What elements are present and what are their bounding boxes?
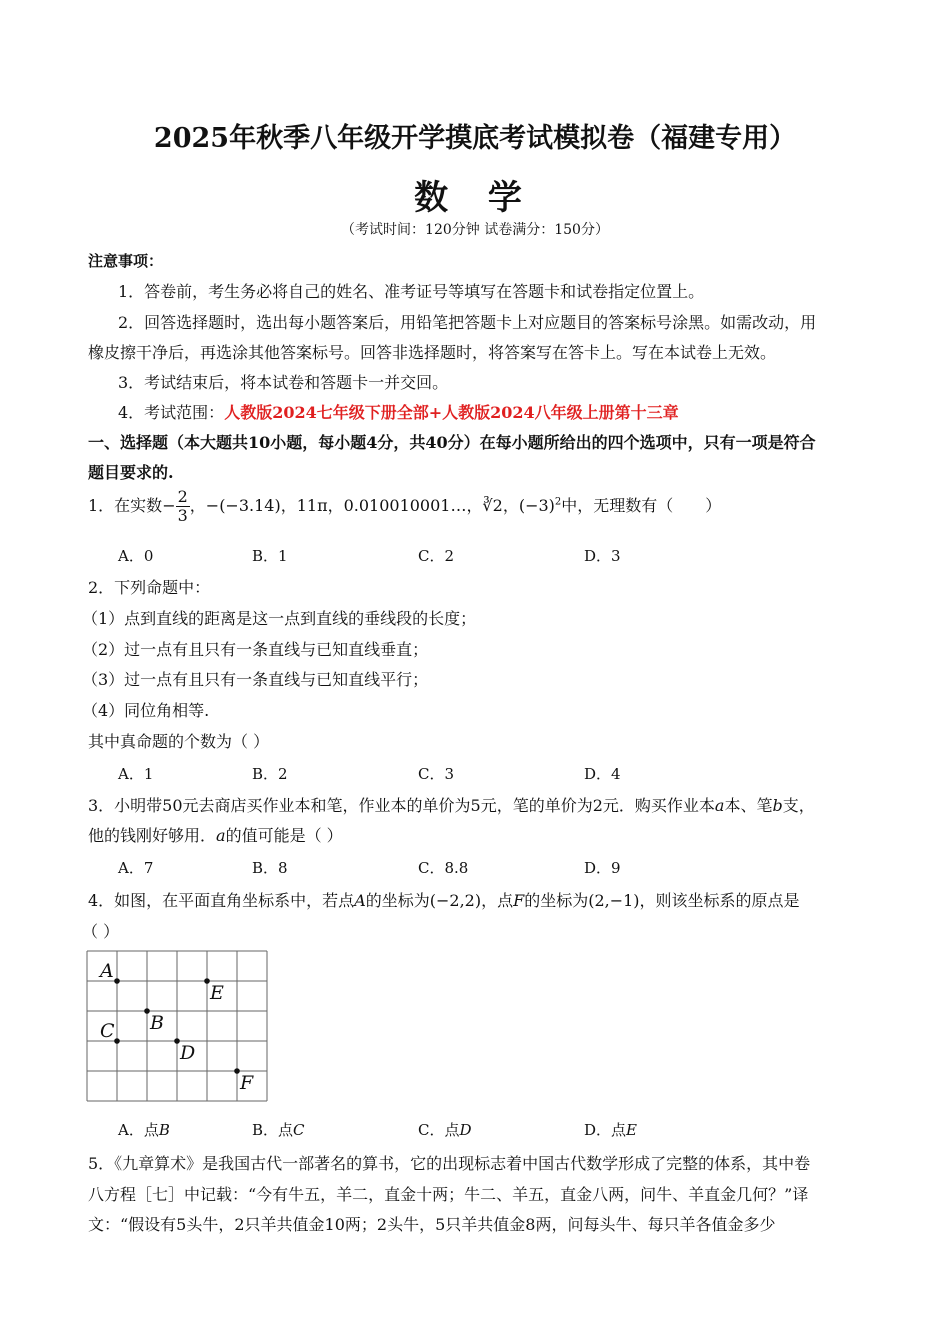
q3-line1-a: 3．小明带50元去商店买作业本和笔，作业本的单价为5元，笔的单价为2元．购买作业本 [88,796,715,815]
q3-var-a: a [714,796,725,815]
q4-opt-c-prefix: C．点 [418,1121,460,1139]
point-f [234,1068,240,1074]
q1-tail: 中，无理数有（ ） [561,496,722,515]
note-4 [118,400,679,423]
q3-option-b[interactable]: B．8 [252,859,288,877]
note-2-line2: 橡皮擦干净后，再选涂其他答案标号。回答非选择题时，将答案写在答卡上。写在本试卷上无效。 [88,343,777,362]
point-label-c: C [100,1020,115,1042]
q1-option-c[interactable]: C．2 [418,547,455,565]
q4-line1-c: 的坐标为(2,−1)，则该坐标系的原点是 [524,891,800,910]
question-3-line2 [88,823,343,846]
question-5-line2: 八方程［七］中记载：“今有牛五，羊二，直金十两；牛二、羊五，直金八两，问牛、羊直金几何？”译 [88,1185,809,1204]
q1-option-d[interactable]: D．3 [584,547,621,565]
q1-sup: 2 [554,496,562,508]
q4-opt-d-prefix: D．点 [584,1121,627,1139]
point-e [204,978,210,984]
question-1-stem [88,488,721,525]
q4-option-c[interactable] [418,1119,472,1140]
point-a [114,978,120,984]
exam-title: 2025年秋季八年级开学摸底考试模拟卷（福建专用） [153,123,797,154]
point-label-f: F [240,1072,254,1094]
note-4-prefix: 4．考试范围： [118,403,225,422]
note-3: 3．考试结束后，将本试卷和答题卡一并交回。 [118,373,449,392]
q1-frac-num: 2 [177,487,188,506]
note-2-line1: 2．回答选择题时，选出每小题答案后，用铅笔把答题卡上对应题目的答案标号涂黑。如需改动，用 [118,313,817,332]
question-3-line1 [88,793,815,816]
q4-option-b[interactable] [252,1119,305,1140]
question-5-line3: 文：“假设有5头牛，2只羊共值金10两；2头牛，5只羊共值金8两，问每头牛、每只羊各值金多少 [88,1215,776,1234]
q4-line1-b: 的坐标为(−2,2)，点 [365,891,514,910]
question-5-line1: 5．《九章算术》是我国古代一部著名的算书，它的出现标志着中国古代数学形成了完整的体系，其中卷 [88,1154,811,1173]
q2-statement-3: （3）过一点有且只有一条直线与已知直线平行； [82,670,429,689]
point-label-e: E [210,982,224,1004]
q3-line2-a: 他的钱刚好够用． [88,826,217,845]
q3-line1-b: 本、笔 [724,796,773,815]
q3-option-c[interactable]: C．8.8 [418,859,469,877]
point-c [114,1038,120,1044]
q3-line2-var: a [216,826,226,845]
q1-fraction [176,488,190,525]
point-label-d: D [180,1042,196,1064]
q2-statement-2: （2）过一点有且只有一条直线与已知直线垂直； [82,640,429,659]
q4-opt-a-prefix: A．点 [118,1121,159,1139]
q2-ask: 其中真命题的个数为（ ） [88,732,270,751]
q4-var-f: F [513,891,525,910]
note-1: 1．答卷前，考生务必将自己的姓名、准考证号等填写在答题卡和试卷指定位置上。 [118,282,705,301]
section-1-heading-line1: 一、选择题（本大题共10小题，每小题4分，共40分）在每小题所给出的四个选项中，只有一项是符合 [88,433,816,452]
q3-option-a[interactable]: A．7 [118,859,154,877]
point-d [174,1038,180,1044]
point-label-a: A [100,960,114,982]
question-4-line1 [88,888,800,911]
q4-line1-a: 4．如图，在平面直角坐标系中，若点 [88,891,355,910]
q4-opt-c-var: D [459,1121,472,1139]
q2-statement-4: （4）同位角相等. [82,701,210,720]
q3-line2-b: 的值可能是（ ） [225,826,343,845]
q4-opt-b-prefix: B．点 [252,1121,294,1139]
q4-var-a: A [354,891,366,910]
q1-option-a[interactable]: A．0 [118,547,154,565]
q4-option-d[interactable] [584,1119,637,1140]
q2-option-a[interactable]: A．1 [118,765,154,783]
q3-var-b: b [772,796,783,815]
q2-statement-1: （1）点到直线的距离是这一点到直线的垂线段的长度； [82,609,477,628]
q1-prefix: 1．在实数 [88,496,163,515]
q4-opt-a-var: B [158,1121,170,1139]
point-b [144,1008,150,1014]
notes-heading: 注意事项： [88,252,164,270]
q4-option-a[interactable] [118,1119,170,1140]
q2-option-d[interactable]: D．4 [584,765,621,783]
q2-option-b[interactable]: B．2 [252,765,288,783]
point-label-b: B [150,1012,164,1034]
q1-minus: − [162,496,176,515]
q1-rest: ，−(−3.14)，11π，0.010010001…，∛2，(−3) [189,496,555,515]
grid-points [98,960,254,1094]
coordinate-grid-figure [86,950,268,1102]
section-1-heading-line2: 题目要求的. [88,463,174,482]
q1-frac-den: 3 [177,506,188,525]
q1-option-b[interactable]: B．1 [252,547,288,565]
q2-option-c[interactable]: C．3 [418,765,455,783]
q4-opt-d-var: E [626,1121,637,1139]
exam-scope: 人教版2024七年级下册全部+人教版2024八年级上册第十三章 [224,403,679,422]
q4-opt-b-var: C [293,1121,305,1139]
subject-title: 数 学 [414,178,536,218]
exam-info: （考试时间：120分钟 试卷满分：150分） [341,222,609,238]
q4-line2: （ ） [82,922,120,941]
question-2-stem: 2．下列命题中： [88,578,211,597]
q3-line1-c: 支， [782,796,815,815]
q3-option-d[interactable]: D．9 [584,859,621,877]
